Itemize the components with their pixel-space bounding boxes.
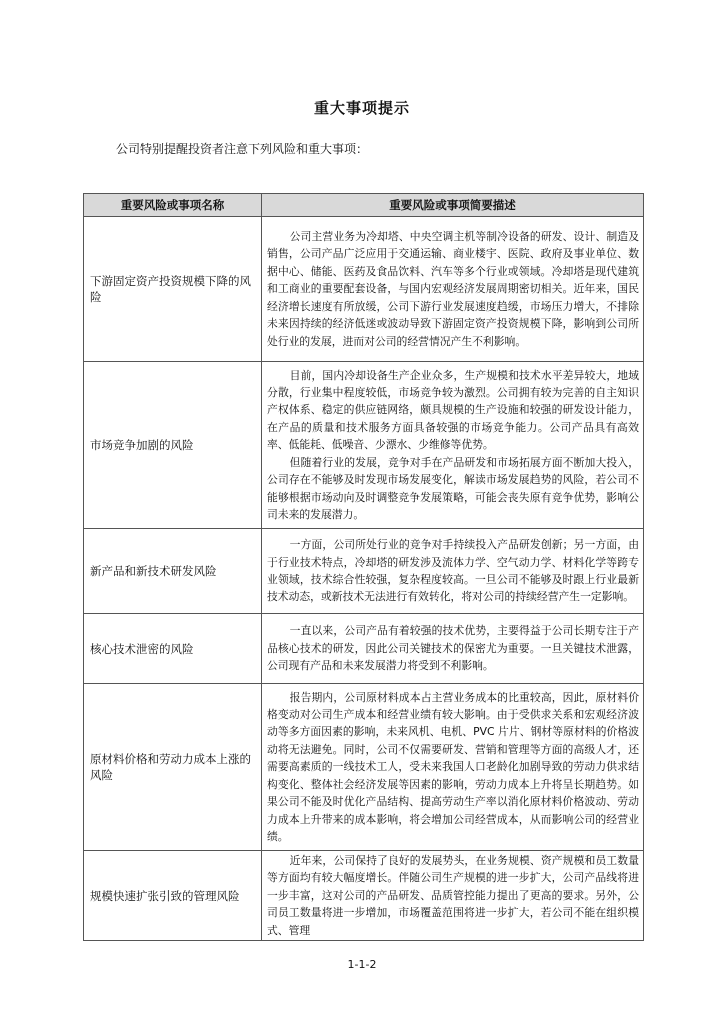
risk-description <box>262 851 644 941</box>
page-number: 1-1-2 <box>347 958 377 971</box>
risk-name: 原材料价格和劳动力成本上涨的风险 <box>84 684 262 851</box>
table-row <box>84 529 644 614</box>
description-paragraph: 报告期内，公司原材料成本占主营业务成本的比重较高，因此，原材料价格变动对公司生产成本和经营业绩有较大影响。由于受供求关系和宏观经济波动等多方面因素的影响，未来风机、电机、PVC 片片、钢材等原材料的价格波动将无法避免。同时，公司不仅需要研发、营销和管理等方面的高级人才，还需要高素质的一线技术工人，受未来我国人口老龄化加剧导致的劳动力供求结构变化、整体社会经济发展等因素的影响，劳动力成本上升将呈长期趋势。如果公司不能及时优化产品结构、提高劳动生产率以消化原材料价格波动、劳动力成本上升带来的成本影响，将会增加公司经营成本，从而影响公司的经营业绩。 <box>267 690 639 843</box>
risk-description <box>262 684 644 851</box>
risk-description <box>262 529 644 614</box>
risk-name: 规模快速扩张引致的管理风险 <box>84 851 262 941</box>
risk-name: 新产品和新技术研发风险 <box>84 529 262 614</box>
header-risk-description: 重要风险或事项简要描述 <box>262 194 644 217</box>
risk-name: 核心技术泄密的风险 <box>84 614 262 684</box>
description-paragraph: 目前，国内冷却设备生产企业众多，生产规模和技术水平差异较大，地域分散，行业集中程度较低，市场竞争较为激烈。公司拥有较为完善的自主知识产权体系、稳定的供应链网络，颇具规模的生产设施和较强的研发设计能力，在产品的质量和技术服务方面具备较强的市场竞争能力。公司产品具有高效率、低能耗、低噪音、少漂水、少维修等优势。 <box>267 368 639 452</box>
risk-name: 下游固定资产投资规模下降的风险 <box>84 217 262 362</box>
intro-text: 公司特别提醒投资者注意下列风险和重大事项： <box>116 142 369 156</box>
risk-name: 市场竞争加剧的风险 <box>84 362 262 529</box>
header-risk-name: 重要风险或事项名称 <box>84 194 262 217</box>
description-paragraph: 但随着行业的发展，竞争对手在产品研发和市场拓展方面不断加大投入，公司存在不能够及时发现市场发展变化，解读市场发展趋势的风险，若公司不能够根据市场动向及时调整竞争发展策略，可能会丧失原有竞争优势，影响公司未来的发展潜力。 <box>267 455 639 521</box>
table-row <box>84 362 644 529</box>
page-title: 重大事项提示 <box>313 99 410 117</box>
table-row <box>84 851 644 941</box>
description-paragraph: 公司主营业务为冷却塔、中央空调主机等制冷设备的研发、设计、制造及销售，公司产品广泛应用于交通运输、商业楼宇、医院、政府及事业单位、数据中心、储能、医药及食品饮料、汽车等多个行业或领域。冷却塔是现代建筑和工商业的重要配套设备，与国内宏观经济发展周期密切相关。近年来，国民经济增长速度有所放缓，公司下游行业发展速度趋缓，市场压力增大，不排除未来因持续的经济低迷或波动导致下游固定资产投资规模下降，影响到公司所处行业的发展，进而对公司的经营情况产生不利影响。 <box>267 230 639 348</box>
table-row <box>84 217 644 362</box>
table-header-row <box>84 194 644 217</box>
risk-table <box>83 193 644 941</box>
risk-description <box>262 217 644 362</box>
risk-description <box>262 362 644 529</box>
risk-description <box>262 614 644 684</box>
description-paragraph: 一方面，公司所处行业的竞争对手持续投入产品研发创新；另一方面，由于行业技术特点，冷却塔的研发涉及流体力学、空气动力学、材料化学等跨专业领域，技术综合性较强，复杂程度较高。一旦公司不能够及时跟上行业最新技术动态，或新技术无法进行有效转化，将对公司的持续经营产生一定影响。 <box>267 538 639 604</box>
description-paragraph: 一直以来，公司产品有着较强的技术优势，主要得益于公司长期专注于产品核心技术的研发，因此公司关键技术的保密尤为重要。一旦关键技术泄露，公司现有产品和未来发展潜力将受到不利影响。 <box>267 624 639 673</box>
table-row <box>84 684 644 851</box>
table-row <box>84 614 644 684</box>
description-paragraph: 近年来，公司保持了良好的发展势头，在业务规模、资产规模和员工数量等方面均有较大幅度增长。伴随公司生产规模的进一步扩大，公司产品线将进一步丰富，这对公司的产品研发、品质管控能力提出了更高的要求。另外，公司员工数量将进一步增加，市场覆盖范围将进一步扩大，若公司不能在组织模式、管理 <box>267 854 639 937</box>
